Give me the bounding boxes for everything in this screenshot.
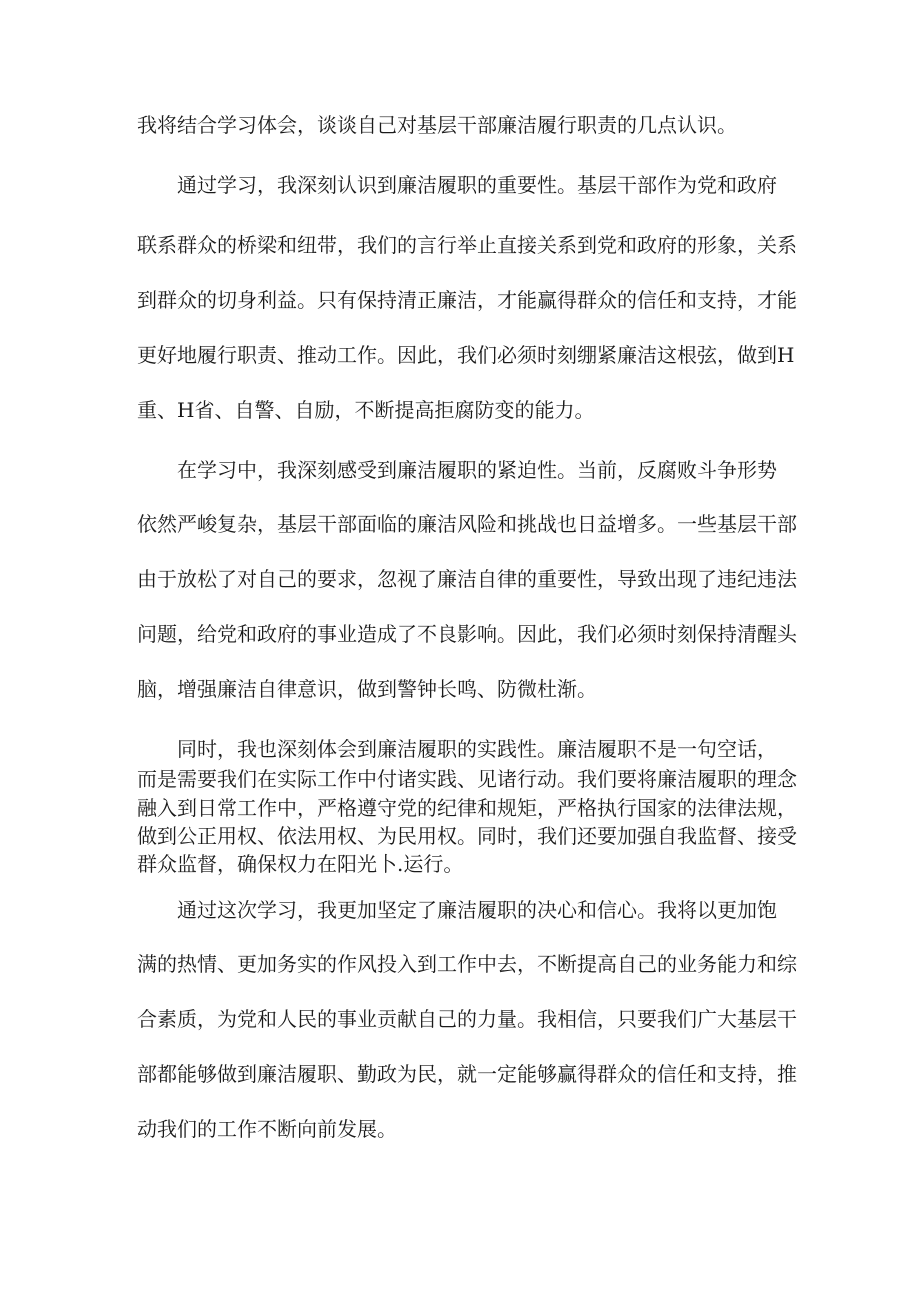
- paragraph-2-line-1: 通过学习，我深刻认识到廉洁履职的重要性。基层干部作为党和政府: [177, 173, 777, 197]
- paragraph-4-line-1: 同时，我也深刻体会到廉洁履职的实践性。廉洁履职不是一句空话，: [177, 737, 777, 761]
- paragraph-3-line-4: 问题，给党和政府的事业造成了不良影响。因此，我们必须时刻保持清醒头: [137, 622, 797, 646]
- paragraph-3-line-3: 由于放松了对自己的要求，忽视了廉洁自律的重要性，导致出现了违纪违法: [137, 567, 797, 591]
- paragraph-4-line-3: 融入到日常工作中，严格遵守党的纪律和规矩，严格执行国家的法律法规，: [137, 796, 797, 820]
- paragraph-2-line-4: 更好地履行职责、推动工作。因此，我们必须时刻绷紧廉洁这根弦，做到H: [137, 343, 795, 367]
- paragraph-3-line-1: 在学习中，我深刻感受到廉洁履职的紧迫性。当前，反腐败斗争形势: [177, 458, 777, 482]
- paragraph-4-line-2: 而是需要我们在实际工作中付诸实践、见诸行动。我们要将廉洁履职的理念: [137, 767, 797, 791]
- paragraph-2-line-2: 联系群众的桥梁和纽带，我们的言行举止直接关系到党和政府的形象，关系: [137, 233, 797, 257]
- paragraph-5-line-3: 合素质，为党和人民的事业贡献自己的力量。我相信，只要我们广大基层干: [137, 1007, 797, 1031]
- paragraph-3-line-5: 脑，增强廉洁自律意识，做到警钟长鸣、防微杜渐。: [137, 677, 597, 701]
- paragraph-2-line-5: 重、H省、自警、自励，不断提高拒腐防变的能力。: [137, 398, 595, 422]
- paragraph-1-line-1: 我将结合学习体会，谈谈自己对基层干部廉洁履行职责的几点认识。: [137, 113, 737, 137]
- paragraph-2-line-3: 到群众的切身利益。只有保持清正廉洁，才能赢得群众的信任和支持，才能: [137, 288, 797, 312]
- paragraph-5-line-5: 动我们的工作不断向前发展。: [137, 1117, 397, 1141]
- paragraph-5-line-4: 部都能够做到廉洁履职、勤政为民，就一定能够赢得群众的信任和支持，推: [137, 1062, 797, 1086]
- paragraph-4-line-4: 做到公正用权、依法用权、为民用权。同时，我们还要加强自我监督、接受: [137, 824, 797, 848]
- paragraph-5-line-2: 满的热情、更加务实的作风投入到工作中去，不断提高自己的业务能力和综: [137, 952, 797, 976]
- paragraph-5-line-1: 通过这次学习，我更加坚定了廉洁履职的决心和信心。我将以更加饱: [177, 898, 777, 922]
- paragraph-4-line-5: 群众监督，确保权力在阳光卜.运行。: [137, 852, 464, 876]
- paragraph-3-line-2: 依然严峻复杂，基层干部面临的廉洁风险和挑战也日益增多。一些基层干部: [137, 512, 797, 536]
